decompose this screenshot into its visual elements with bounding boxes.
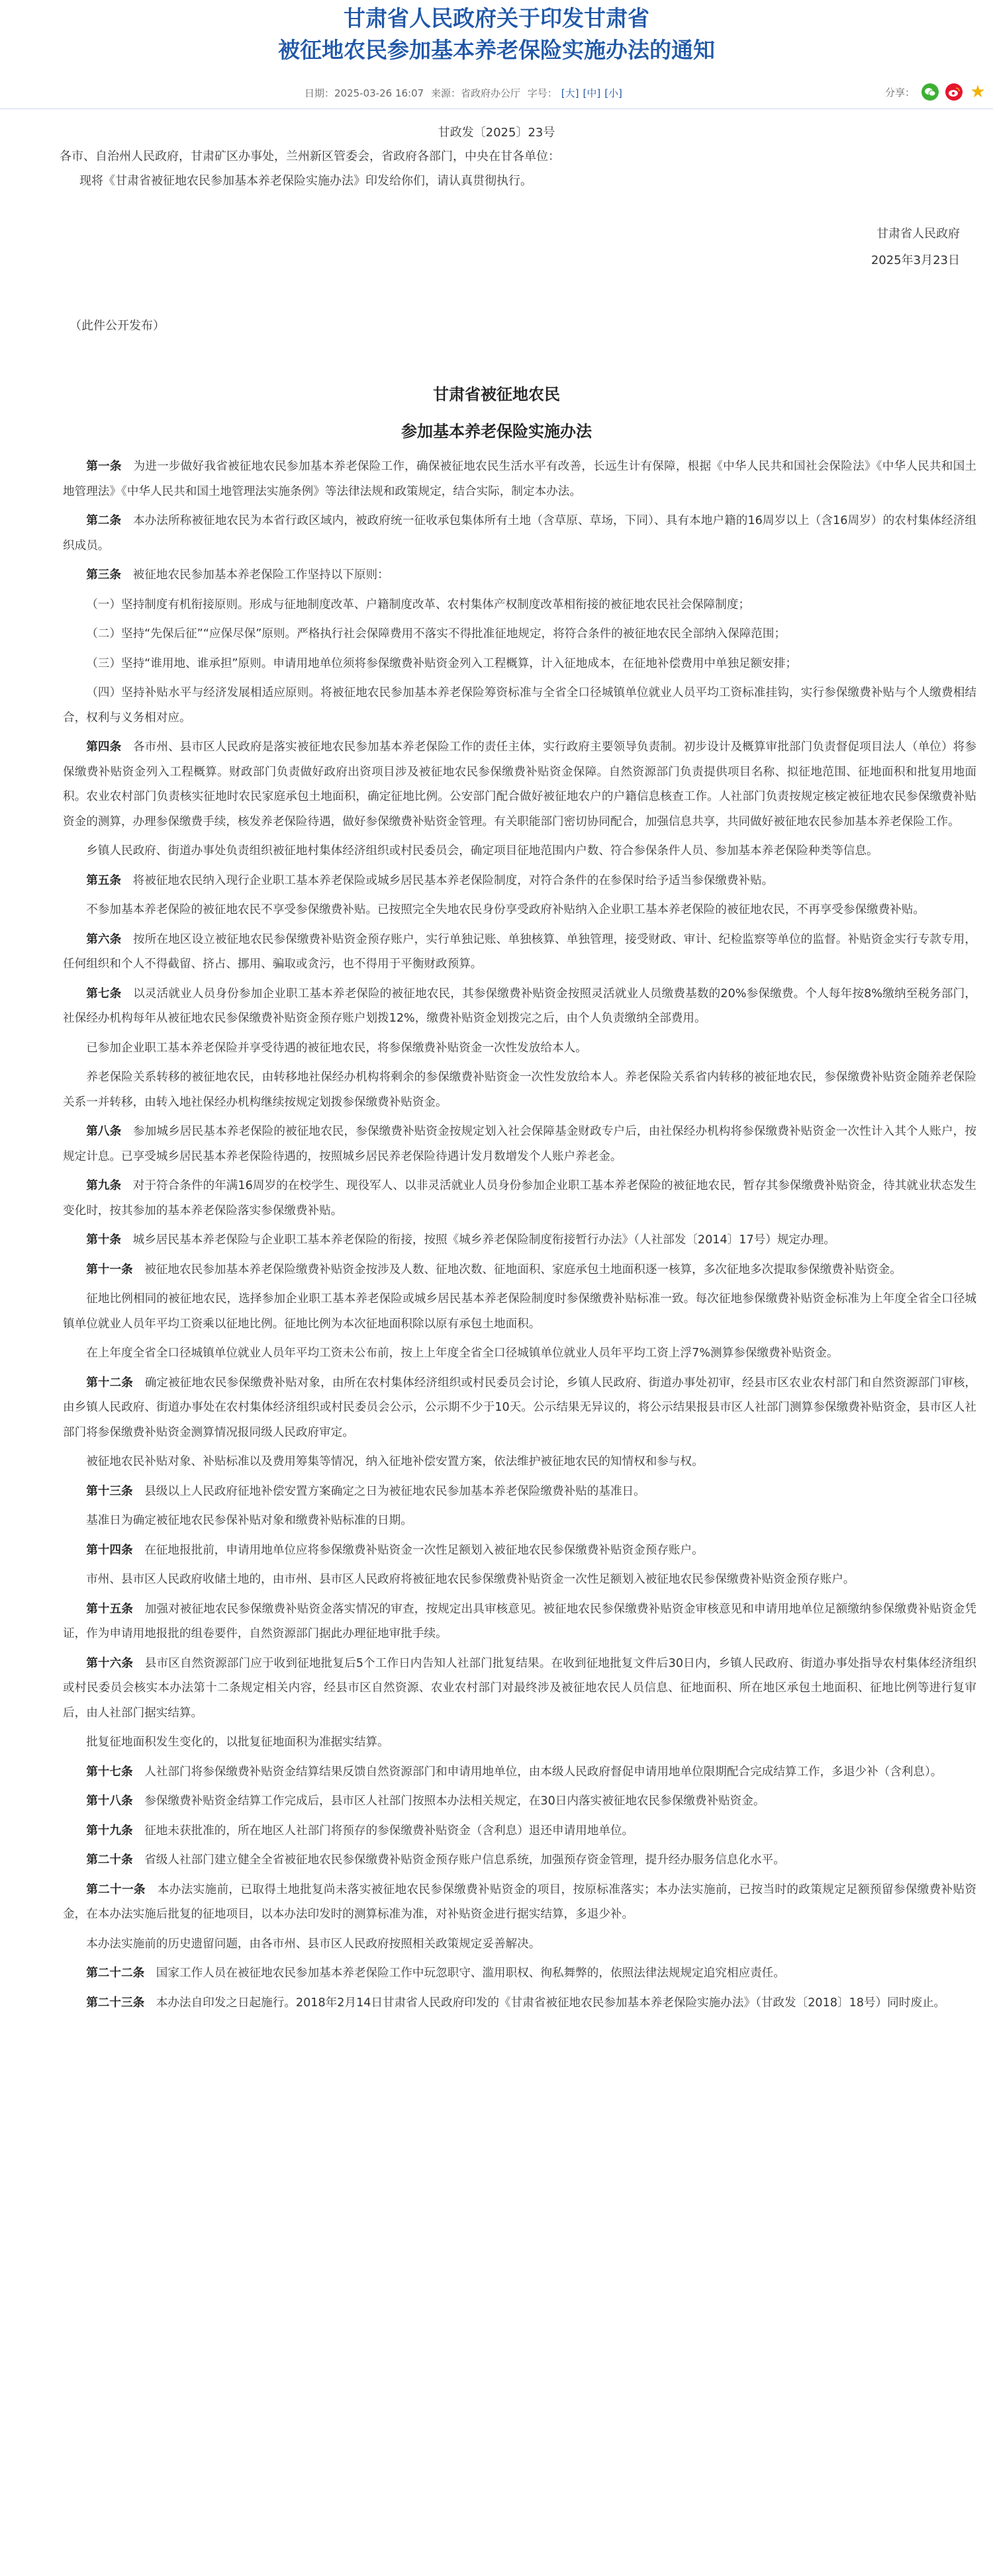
signer: 甘肃省人民政府 — [876, 227, 960, 241]
article-paragraph — [63, 1258, 976, 1283]
article-number: 第三条 — [86, 568, 121, 582]
article-paragraph — [63, 1509, 976, 1534]
article-title-line1: 甘肃省人民政府关于印发甘肃省 — [344, 5, 649, 31]
article-text: 征地比例相同的被征地农民，选择参加企业职工基本养老保险或城乡居民基本养老保险制度时参保缴费补贴标准一致。每次征地参保缴费补贴资金标准为上年度全省全口径城镇单位就业人员年平均工资乘以征地比例。征地比例为本次征地面积除以原有承包土地面积。 — [63, 1292, 976, 1331]
article-text: 城乡居民基本养老保险与企业职工基本养老保险的衔接，按照《城乡养老保险制度衔接暂行办法》（人社部发〔2014〕17号）规定办理。 — [132, 1233, 835, 1247]
article-text: 按所在地区设立被征地农民参保缴费补贴资金预存账户，实行单独记账、单独核算、单独管理，接受财政、审计、纪检监察等单位的监督。补贴资金实行专款专用，任何组织和个人不得截留、挤占、挪用、骗取或贪污，也不得用于平衡财政预算。 — [63, 932, 976, 971]
article-text: 参保缴费补贴资金结算工作完成后，县市区人社部门按照本办法相关规定，在30日内落实被征地农民参保缴费补贴资金。 — [144, 1795, 765, 1808]
publish-date: 日期：2025-03-26 16:07 — [305, 87, 424, 99]
article-paragraph — [63, 1228, 976, 1253]
article-paragraph — [63, 1538, 976, 1564]
article-text: 本办法实施前，已取得土地批复尚未落实被征地农民参保缴费补贴资金的项目，按原标准落实；本办法实施前，已按当时的政策规定足额预留参保缴费补贴资金，在本办法实施后批复的征地项目，以本办法印发时的测算标准为准，对补贴资金进行据实结算，多退少补。 — [63, 1883, 976, 1921]
article-paragraph — [63, 622, 976, 647]
article-text: 在征地报批前，申请用地单位应将参保缴费补贴资金一次性足额划入被征地农民参保缴费补贴资金预存账户。 — [144, 1543, 704, 1557]
article-number: 第二十三条 — [86, 1996, 145, 2010]
article-paragraph — [63, 1597, 976, 1647]
article-text: 将被征地农民纳入现行企业职工基本养老保险或城乡居民基本养老保险制度，对符合条件的在参保时给予适当参保缴费补贴。 — [132, 873, 774, 887]
article-text: 县市区自然资源部门应于收到征地批复后5个工作日内告知人社部门批复结果。在收到征地批复文件后30日内，乡镇人民政府、街道办事处指导农村集体经济组织或村民委员会核实本办法第十二条规定相关内容，经县市区自然资源、农业农村部门对最终涉及被征地农民人员信息、征地面积、所在地区承包土地面积、征地比例等进行复审后，由人社部门据实结算。 — [63, 1656, 976, 1720]
article-number: 第八条 — [86, 1125, 122, 1138]
article-text: 被征地农民参加基本养老保险缴费补贴资金按涉及人数、征地次数、征地面积、家庭承包土地面积逐一核算，多次征地多次提取参保缴费补贴资金。 — [144, 1263, 902, 1276]
article-number: 第二条 — [86, 514, 122, 527]
article-text: 市州、县市区人民政府收储土地的，由市州、县市区人民政府将被征地农民参保缴费补贴资金一次性足额划入被征地农民参保缴费补贴资金预存账户。 — [86, 1573, 855, 1586]
article-text: 对于符合条件的年满16周岁的在校学生、现役军人、以非灵活就业人员身份参加企业职工基本养老保险的被征地农民，暂存其参保缴费补贴资金，待其就业状态发生变化时，按其参加的基本养老保险落实参保缴费补贴。 — [63, 1179, 976, 1218]
article-text: 乡镇人民政府、街道办事处负责组织被征地村集体经济组织或村民委员会，确定项目征地范围内户数、符合参保条件人员、参加基本养老保险种类等信息。 — [86, 844, 878, 858]
article-paragraph — [63, 1371, 976, 1446]
article-text: （三）坚持“谁用地、谁承担”原则。申请用地单位须将参保缴费补贴资金列入工程概算，计入征地成本，在征地补偿费用中单独足额安排； — [86, 656, 798, 670]
article-text: 以灵活就业人员身份参加企业职工基本养老保险的被征地农民，其参保缴费补贴资金按照灵活就业人员缴费基数的20%参保缴费。个人每年按8%缴纳至税务部门，社保经办机构每年从被征地农民参保缴费补贴资金预存账户划拨12%，缴费补贴资金划拨完之后，由个人负责缴纳全部费用。 — [63, 987, 976, 1025]
notice-intro: 现将《甘肃省被征地农民参加基本养老保险实施办法》印发给你们，请认真贯彻执行。 — [79, 174, 532, 188]
article-number: 第一条 — [86, 460, 122, 473]
article-paragraph — [63, 1450, 976, 1475]
article-number: 第五条 — [86, 873, 121, 887]
wechat-icon[interactable] — [922, 83, 939, 101]
font-size-label: 字号： — [527, 87, 557, 99]
article-number: 第十三条 — [86, 1484, 133, 1498]
article-paragraph — [63, 1819, 976, 1844]
source-label: 来源：省政府办公厅 — [430, 87, 520, 99]
article-paragraph — [63, 735, 976, 834]
share-label: 分享： — [884, 86, 915, 99]
article-paragraph — [63, 982, 976, 1032]
article-number: 第二十二条 — [86, 1967, 145, 1980]
favorite-star-icon[interactable]: ★ — [970, 82, 986, 102]
article-text: 已参加企业职工基本养老保险并享受待遇的被征地农民，将参保缴费补贴资金一次性发放给本人。 — [86, 1041, 587, 1055]
article-paragraph — [63, 1760, 976, 1785]
article-text: 本办法所称被征地农民为本省行政区域内，被政府统一征收承包集体所有土地（含草原、草场，下同）、具有本地户籍的16周岁以上（含16周岁）的农村集体经济组织成员。 — [63, 514, 976, 553]
article-paragraph — [63, 869, 976, 894]
article-text: 本办法实施前的历史遗留问题，由各市州、县市区人民政府按照相关政策规定妥善解决。 — [86, 1937, 541, 1951]
article-paragraph — [63, 1568, 976, 1593]
article-paragraph — [63, 1652, 976, 1726]
article-number: 第十六条 — [86, 1656, 134, 1670]
article-paragraph — [63, 1730, 976, 1755]
document-number: 甘政发〔2025〕23号 — [438, 126, 555, 140]
article-text: 在上年度全省全口径城镇单位就业人员年平均工资未公布前，按上上年度全省全口径城镇单位就业人员年平均工资上浮7%测算参保缴费补贴资金。 — [86, 1347, 839, 1360]
article-number: 第四条 — [86, 740, 122, 754]
article-paragraph — [63, 1287, 976, 1337]
article-paragraph — [63, 928, 976, 977]
article-number: 第十八条 — [86, 1795, 133, 1808]
article-number: 第十一条 — [86, 1263, 133, 1276]
article-number: 第十九条 — [86, 1824, 133, 1838]
notice-section — [0, 124, 993, 335]
article-paragraph — [63, 1341, 976, 1366]
sign-date: 2025年3月23日 — [871, 253, 960, 267]
article-paragraph — [63, 1848, 976, 1873]
measures-title-line1: 甘肃省被征地农民 — [433, 384, 560, 404]
article-number: 第六条 — [86, 932, 122, 946]
article-text: 县级以上人民政府征地补偿安置方案确定之日为被征地农民参加基本养老保险缴费补贴的基准日。 — [144, 1484, 645, 1498]
article-paragraph — [63, 563, 976, 588]
article-text: （一）坚持制度有机衔接原则。形成与征地制度改革、户籍制度改革、农村集体产权制度改革相衔接的被征地农民社会保障制度； — [86, 598, 751, 611]
measures-title-line2: 参加基本养老保险实施办法 — [401, 422, 592, 441]
article-text: 批复征地面积发生变化的，以批复征地面积为准据实结算。 — [86, 1736, 389, 1749]
article-text: 不参加基本养老保险的被征地农民不享受参保缴费补贴。已按照完全失地农民身份享受政府补贴纳入企业职工基本养老保险的被征地农民，不再享受参保缴费补贴。 — [86, 903, 925, 916]
article-title — [0, 0, 993, 66]
share-bar — [885, 83, 986, 101]
article-number: 第二十条 — [86, 1853, 133, 1867]
article-paragraph — [63, 839, 976, 864]
article-text: 养老保险关系转移的被征地农民，由转移地社保经办机构将剩余的参保缴费补贴资金一次性发放给本人。养老保险关系省内转移的被征地农民，参保缴费补贴资金随养老保险关系一并转移，由转入地社保经办机构继续按规定划拨参保缴费补贴资金。 — [63, 1071, 976, 1109]
article-number: 第二十一条 — [86, 1883, 146, 1896]
article-text: 国家工作人员在被征地农民参加基本养老保险工作中玩忽职守、滥用职权、徇私舞弊的，依照法律法规规定追究相应责任。 — [156, 1967, 785, 1980]
article-number: 第十七条 — [86, 1765, 133, 1779]
article-number: 第七条 — [86, 987, 122, 1000]
article-paragraph — [63, 1878, 976, 1928]
article-paragraph — [63, 455, 976, 504]
article-paragraph — [63, 898, 976, 923]
article-text: （四）坚持补贴水平与经济发展相适应原则。将被征地农民参加基本养老保险筹资标准与全省全口径城镇单位就业人员平均工资标准挂钩，实行参保缴费补贴与个人缴费相结合，权利与义务相对应。 — [63, 686, 976, 725]
article-paragraph — [63, 1961, 976, 1986]
article-number: 第九条 — [86, 1179, 122, 1192]
article-text: 征地未获批准的，所在地区人社部门将预存的参保缴费补贴资金（含利息）退还申请用地单位。 — [144, 1824, 634, 1838]
article-text: 本办法自印发之日起施行。2018年2月14日甘肃省人民政府印发的《甘肃省被征地农民参加基本养老保险实施办法》（甘政发〔2018〕18号）同时废止。 — [156, 1996, 946, 2010]
article-meta-bar — [0, 82, 993, 109]
article-paragraph — [63, 1789, 976, 1814]
public-note: （此件公开发布） — [70, 319, 165, 333]
article-paragraph — [63, 1065, 976, 1115]
font-size-small-button[interactable]: [小] — [604, 87, 622, 99]
article-paragraph — [63, 1991, 976, 2016]
addressees: 各市、自治州人民政府，甘肃矿区办事处，兰州新区管委会，省政府各部门，中央在甘各单位： — [60, 150, 560, 163]
article-paragraph — [63, 593, 976, 618]
article-text: （二）坚持“先保后征”“应保尽保”原则。严格执行社会保障费用不落实不得批准征地规定，将符合条件的被征地农民全部纳入保障范围； — [86, 627, 786, 641]
article-paragraph — [63, 652, 976, 677]
article-paragraph — [63, 1036, 976, 1061]
article-paragraph — [63, 1480, 976, 1505]
article-number: 第十二条 — [86, 1376, 133, 1390]
measures-body — [63, 455, 976, 2016]
article-text: 为进一步做好我省被征地农民参加基本养老保险工作，确保被征地农民生活水平有改善，长远生计有保障，根据《中华人民共和国社会保险法》《中华人民共和国土地管理法》《中华人民共和国土地管理法实施条例》等法律法规和政策规定，结合实际，制定本办法。 — [63, 460, 976, 498]
font-size-large-button[interactable]: [大] — [561, 87, 579, 99]
article-number: 第十四条 — [86, 1543, 133, 1557]
article-number: 第十五条 — [86, 1602, 133, 1616]
weibo-icon[interactable] — [945, 83, 963, 101]
article-text: 参加城乡居民基本养老保险的被征地农民，参保缴费补贴资金按规定划入社会保障基金财政专户后，由社保经办机构将参保缴费补贴资金一次性计入其个人账户，按规定计息。已享受城乡居民基本养老保险待遇的，按照城乡居民养老保险待遇计发月数增发个人账户养老金。 — [63, 1125, 976, 1163]
article-text: 各市州、县市区人民政府是落实被征地农民参加基本养老保险工作的责任主体，实行政府主要领导负责制。初步设计及概算审批部门负责督促项目法人（单位）将参保缴费补贴资金列入工程概算。财政部门负责做好政府出资项目涉及被征地农民参保缴费补贴资金保障。自然资源部门负责提供项目名称、拟征地范围、征地面积和批复用地面积。农业农村部门负责核实征地时农民家庭承包土地面积，确定征地比例。公安部门配合做好被征地农户的户籍信息核查工作。人社部门负责按规定核定被征地农民参保缴费补贴资金的测算，办理参保缴费手续，核发养老保险待遇，做好参保缴费补贴资金管理。有关职能部门密切协同配合，加强信息共享，共同做好被征地农民参加基本养老保险工作。 — [63, 740, 976, 828]
article-text: 确定被征地农民参保缴费补贴对象，由所在农村集体经济组织或村民委员会讨论，乡镇人民政府、街道办事处初审，经县市区农业农村部门和自然资源部门审核，由乡镇人民政府、街道办事处在农村集体经济组织或村民委员会公示，公示期不少于10天。公示结果无异议的，将公示结果报县市区人社部门测算参保缴费补贴资金，县市区人社部门将参保缴费补贴资金测算情况报同级人民政府审定。 — [63, 1376, 976, 1439]
article-text: 加强对被征地农民参保缴费补贴资金落实情况的审查，按规定出具审核意见。被征地农民参保缴费补贴资金审核意见和申请用地单位足额缴纳参保缴费补贴资金凭证，作为申请用地报批的组卷要件，自然资源部门据此办理征地审批手续。 — [63, 1602, 976, 1640]
article-paragraph — [63, 681, 976, 731]
article-number: 第十条 — [86, 1233, 121, 1247]
article-paragraph — [63, 1174, 976, 1223]
article-title-line2: 被征地农民参加基本养老保险实施办法的通知 — [278, 37, 715, 63]
font-size-medium-button[interactable]: [中] — [583, 87, 601, 99]
article-text: 人社部门将参保缴费补贴资金结算结果反馈自然资源部门和申请用地单位，由本级人民政府督促申请用地单位限期配合完成结算工作，多退少补（含利息）。 — [144, 1765, 943, 1779]
article-text: 被征地农民补贴对象、补贴标准以及费用筹集等情况，纳入征地补偿安置方案，依法维护被征地农民的知情权和参与权。 — [86, 1455, 704, 1468]
article-paragraph — [63, 1120, 976, 1169]
article-paragraph — [63, 1932, 976, 1957]
article-text: 被征地农民参加基本养老保险工作坚持以下原则： — [132, 568, 389, 582]
article-meta — [305, 86, 626, 100]
article-text: 基准日为确定被征地农民参保补贴对象和缴费补贴标准的日期。 — [86, 1514, 412, 1527]
article-paragraph — [63, 509, 976, 558]
article-text: 省级人社部门建立健全全省被征地农民参保缴费补贴资金预存账户信息系统，加强预存资金管理，提升经办服务信息化水平。 — [144, 1853, 785, 1867]
